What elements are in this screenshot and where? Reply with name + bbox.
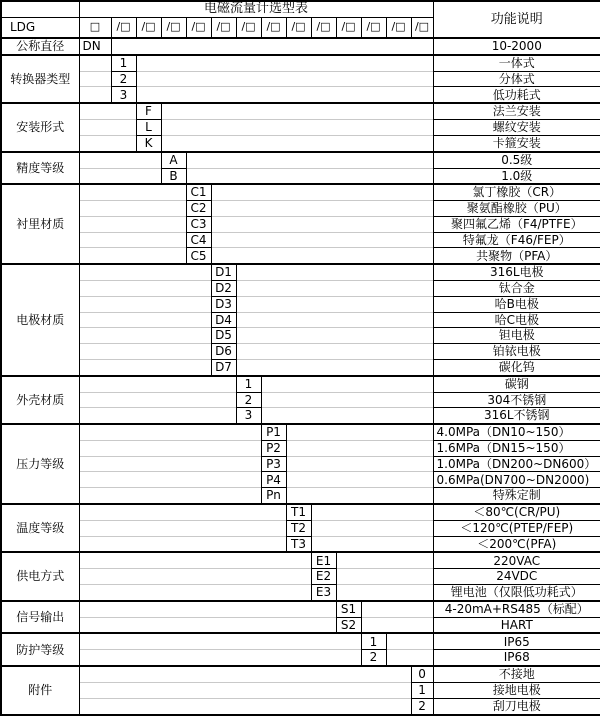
- description-cell: 316L不锈钢: [433, 408, 600, 424]
- description-cell: 特殊定制: [433, 488, 600, 504]
- category-label: 防护等级: [1, 633, 79, 666]
- table-row: [1, 601, 600, 617]
- filler-cell: [79, 201, 186, 217]
- code-cell: 2: [411, 698, 433, 715]
- description-cell: 10-2000: [433, 38, 600, 55]
- filler-cell: [79, 488, 261, 504]
- function-column-header: 功能说明: [433, 1, 600, 38]
- description-cell: IP65: [433, 633, 600, 649]
- table-row: [1, 120, 600, 136]
- table-row: [1, 38, 600, 55]
- code-cell: 1: [361, 633, 386, 649]
- code-cell: L: [136, 120, 161, 136]
- table-row: [1, 152, 600, 168]
- code-cell: Pn: [261, 488, 286, 504]
- description-cell: 0.6MPa(DN700~DN2000): [433, 472, 600, 488]
- code-cell: D4: [211, 312, 236, 328]
- code-cell: C4: [186, 232, 211, 248]
- table-row: [1, 682, 600, 698]
- code-cell: 1: [111, 55, 136, 71]
- slash-code-box: /□: [111, 17, 136, 38]
- filler-cell: [186, 152, 433, 168]
- description-cell: 聚四氟乙烯（F4/PTFE）: [433, 216, 600, 232]
- code-cell: D3: [211, 296, 236, 312]
- description-cell: 分体式: [433, 71, 600, 87]
- description-cell: 钛合金: [433, 281, 600, 297]
- category-label: 安装形式: [1, 103, 79, 151]
- code-cell: 1: [236, 376, 261, 392]
- table-row: [1, 440, 600, 456]
- code-cell: 0: [411, 666, 433, 682]
- filler-cell: [361, 601, 433, 617]
- filler-cell: [211, 232, 433, 248]
- description-cell: ＜80℃(CR/PU): [433, 504, 600, 520]
- filler-cell: [236, 281, 433, 297]
- description-cell: 4-20mA+RS485（标配）: [433, 601, 600, 617]
- filler-cell: [79, 424, 261, 440]
- description-cell: 碳化钨: [433, 359, 600, 375]
- code-cell: 3: [111, 87, 136, 103]
- filler-cell: [286, 472, 433, 488]
- code-cell: S1: [336, 601, 361, 617]
- code-cell: D7: [211, 359, 236, 375]
- filler-cell: [79, 135, 136, 151]
- filler-cell: [79, 552, 311, 568]
- filler-cell: [79, 103, 136, 119]
- slash-code-box: /□: [411, 17, 433, 38]
- table-row: [1, 666, 600, 682]
- description-cell: ＜200℃(PFA): [433, 536, 600, 552]
- table-row: [1, 344, 600, 360]
- table-row: [1, 552, 600, 568]
- filler-cell: [161, 120, 433, 136]
- code-box: □: [79, 17, 111, 38]
- table-row: [1, 472, 600, 488]
- category-label: 电极材质: [1, 264, 79, 375]
- description-cell: 1.0级: [433, 168, 600, 184]
- filler-cell: [79, 312, 211, 328]
- filler-cell: [361, 617, 433, 633]
- filler-cell: [236, 359, 433, 375]
- table-row: [1, 392, 600, 408]
- category-label: 公称直径: [1, 38, 79, 55]
- code-cell: P3: [261, 456, 286, 472]
- filler-cell: [79, 232, 186, 248]
- table-row: [1, 376, 600, 392]
- filler-cell: [261, 376, 433, 392]
- category-label: 温度等级: [1, 504, 79, 552]
- table-row: [1, 264, 600, 280]
- description-cell: 1.6MPa（DN15~150）: [433, 440, 600, 456]
- code-cell: A: [161, 152, 186, 168]
- slash-code-box: /□: [311, 17, 336, 38]
- code-cell: P2: [261, 440, 286, 456]
- code-cell: P1: [261, 424, 286, 440]
- filler-cell: [286, 456, 433, 472]
- slash-code-box: /□: [286, 17, 311, 38]
- filler-cell: [79, 601, 336, 617]
- description-cell: 氯丁橡胶（CR）: [433, 184, 600, 200]
- filler-cell: [286, 440, 433, 456]
- table-row: [1, 312, 600, 328]
- table-row: [1, 520, 600, 536]
- filler-cell: [311, 520, 433, 536]
- code-cell: B: [161, 168, 186, 184]
- description-cell: 不接地: [433, 666, 600, 682]
- filler-cell: [136, 87, 433, 103]
- code-cell: D5: [211, 328, 236, 344]
- filler-cell: [79, 248, 186, 264]
- code-cell: E2: [311, 569, 336, 585]
- code-cell: S2: [336, 617, 361, 633]
- filler-cell: [79, 55, 111, 71]
- slash-code-box: /□: [236, 17, 261, 38]
- description-cell: 锂电池（仅限低功耗式）: [433, 584, 600, 600]
- table-row: [1, 281, 600, 297]
- table-row: [1, 184, 600, 200]
- table-row: [1, 424, 600, 440]
- table-row: [1, 698, 600, 715]
- filler-cell: [311, 536, 433, 552]
- slash-code-box: /□: [186, 17, 211, 38]
- description-cell: 法兰安装: [433, 103, 600, 119]
- selection-table-body: [1, 1, 600, 715]
- code-cell: 2: [111, 71, 136, 87]
- description-cell: 哈B电极: [433, 296, 600, 312]
- code-cell: 3: [236, 408, 261, 424]
- filler-cell: [386, 650, 433, 666]
- filler-cell: [236, 312, 433, 328]
- code-cell: D1: [211, 264, 236, 280]
- filler-cell: [261, 408, 433, 424]
- code-cell: P4: [261, 472, 286, 488]
- table-row: [1, 569, 600, 585]
- description-cell: 卡箍安装: [433, 135, 600, 151]
- description-cell: 24VDC: [433, 569, 600, 585]
- description-cell: 220VAC: [433, 552, 600, 568]
- slash-code-box: /□: [161, 17, 186, 38]
- filler-cell: [79, 520, 286, 536]
- page-title: 电磁流量计选型表: [79, 1, 433, 17]
- table-row: [1, 135, 600, 151]
- code-cell: E3: [311, 584, 336, 600]
- filler-cell: [286, 488, 433, 504]
- code-cell: D2: [211, 281, 236, 297]
- code-cell: 1: [411, 682, 433, 698]
- table-row: [1, 584, 600, 600]
- filler-cell: [211, 184, 433, 200]
- filler-cell: [79, 359, 211, 375]
- filler-cell: [79, 296, 211, 312]
- filler-cell: [236, 264, 433, 280]
- description-cell: 304不锈钢: [433, 392, 600, 408]
- filler-cell: [79, 71, 111, 87]
- table-row: [1, 536, 600, 552]
- filler-cell: [79, 184, 186, 200]
- filler-cell: [336, 584, 433, 600]
- filler-cell: [79, 456, 261, 472]
- table-row: [1, 55, 600, 71]
- description-cell: 共聚物（PFA）: [433, 248, 600, 264]
- filler-cell: [79, 281, 211, 297]
- table-row: [1, 296, 600, 312]
- table-row: [1, 504, 600, 520]
- filler-cell: [79, 392, 236, 408]
- description-cell: 铂铱电极: [433, 344, 600, 360]
- table-row: [1, 650, 600, 666]
- filler-cell: [79, 328, 211, 344]
- filler-cell: [211, 248, 433, 264]
- code-cell: C1: [186, 184, 211, 200]
- description-cell: 螺纹安装: [433, 120, 600, 136]
- filler-cell: [79, 666, 411, 682]
- code-cell: DN: [79, 38, 111, 55]
- model-prefix: LDG: [1, 17, 79, 38]
- description-cell: 接地电极: [433, 682, 600, 698]
- filler-cell: [286, 424, 433, 440]
- filler-cell: [136, 71, 433, 87]
- description-cell: 1.0MPa（DN200~DN600）: [433, 456, 600, 472]
- category-label: 供电方式: [1, 552, 79, 600]
- category-label: 衬里材质: [1, 184, 79, 264]
- filler-cell: [79, 633, 361, 649]
- filler-cell: [386, 633, 433, 649]
- filler-cell: [79, 472, 261, 488]
- filler-cell: [79, 584, 311, 600]
- table-row: [1, 456, 600, 472]
- table-row: [1, 617, 600, 633]
- description-cell: 316L电极: [433, 264, 600, 280]
- table-row: [1, 87, 600, 103]
- filler-cell: [311, 504, 433, 520]
- category-label: 信号输出: [1, 601, 79, 634]
- table-row: [1, 71, 600, 87]
- filler-cell: [261, 392, 433, 408]
- filler-cell: [236, 328, 433, 344]
- filler-cell: [79, 152, 161, 168]
- table-row: [1, 216, 600, 232]
- filler-cell: [161, 103, 433, 119]
- filler-cell: [236, 344, 433, 360]
- category-label: 转换器类型: [1, 55, 79, 103]
- filler-cell: [79, 87, 111, 103]
- code-cell: 2: [361, 650, 386, 666]
- filler-cell: [79, 376, 236, 392]
- code-cell: C5: [186, 248, 211, 264]
- slash-code-box: /□: [386, 17, 411, 38]
- filler-cell: [211, 216, 433, 232]
- code-cell: F: [136, 103, 161, 119]
- table-row: [1, 488, 600, 504]
- category-label: 外壳材质: [1, 376, 79, 424]
- filler-cell: [79, 617, 336, 633]
- table-row: [1, 168, 600, 184]
- table-row: [1, 633, 600, 649]
- filler-cell: [136, 55, 433, 71]
- table-row: [1, 328, 600, 344]
- table-row: [1, 201, 600, 217]
- code-cell: E1: [311, 552, 336, 568]
- code-cell: 2: [236, 392, 261, 408]
- description-cell: HART: [433, 617, 600, 633]
- slash-code-box: /□: [261, 17, 286, 38]
- filler-cell: [79, 698, 411, 715]
- description-cell: 0.5级: [433, 152, 600, 168]
- filler-cell: [336, 569, 433, 585]
- slash-code-box: /□: [336, 17, 361, 38]
- filler-cell: [111, 38, 433, 55]
- code-cell: T2: [286, 520, 311, 536]
- table-row: [1, 359, 600, 375]
- description-cell: 刮刀电极: [433, 698, 600, 715]
- category-label: 附件: [1, 666, 79, 715]
- table-row: [1, 232, 600, 248]
- filler-cell: [79, 650, 361, 666]
- code-cell: K: [136, 135, 161, 151]
- description-cell: 哈C电极: [433, 312, 600, 328]
- description-cell: 钽电极: [433, 328, 600, 344]
- table-row: [1, 103, 600, 119]
- slash-code-box: /□: [211, 17, 236, 38]
- code-cell: C2: [186, 201, 211, 217]
- code-cell: D6: [211, 344, 236, 360]
- filler-cell: [186, 168, 433, 184]
- code-cell: T1: [286, 504, 311, 520]
- filler-cell: [79, 569, 311, 585]
- code-cell: C3: [186, 216, 211, 232]
- filler-cell: [211, 201, 433, 217]
- filler-cell: [236, 296, 433, 312]
- slash-code-box: /□: [361, 17, 386, 38]
- filler-cell: [79, 216, 186, 232]
- filler-cell: [79, 440, 261, 456]
- category-label: 压力等级: [1, 424, 79, 504]
- description-cell: 4.0MPa（DN10~150）: [433, 424, 600, 440]
- description-cell: 碳钢: [433, 376, 600, 392]
- filler-cell: [79, 344, 211, 360]
- filler-cell: [79, 504, 286, 520]
- corner-cell: [1, 1, 79, 17]
- filler-cell: [79, 264, 211, 280]
- description-cell: 一体式: [433, 55, 600, 71]
- code-cell: T3: [286, 536, 311, 552]
- filler-cell: [79, 536, 286, 552]
- filler-cell: [336, 552, 433, 568]
- filler-cell: [79, 408, 236, 424]
- description-cell: 低功耗式: [433, 87, 600, 103]
- category-label: 精度等级: [1, 152, 79, 185]
- description-cell: ＜120℃(PTEP/FEP): [433, 520, 600, 536]
- description-cell: IP68: [433, 650, 600, 666]
- filler-cell: [79, 682, 411, 698]
- description-cell: 特氟龙（F46/FEP）: [433, 232, 600, 248]
- filler-cell: [79, 168, 161, 184]
- table-row: [1, 248, 600, 264]
- table-row: [1, 408, 600, 424]
- filler-cell: [161, 135, 433, 151]
- description-cell: 聚氨酯橡胶（PU）: [433, 201, 600, 217]
- slash-code-box: /□: [136, 17, 161, 38]
- filler-cell: [79, 120, 136, 136]
